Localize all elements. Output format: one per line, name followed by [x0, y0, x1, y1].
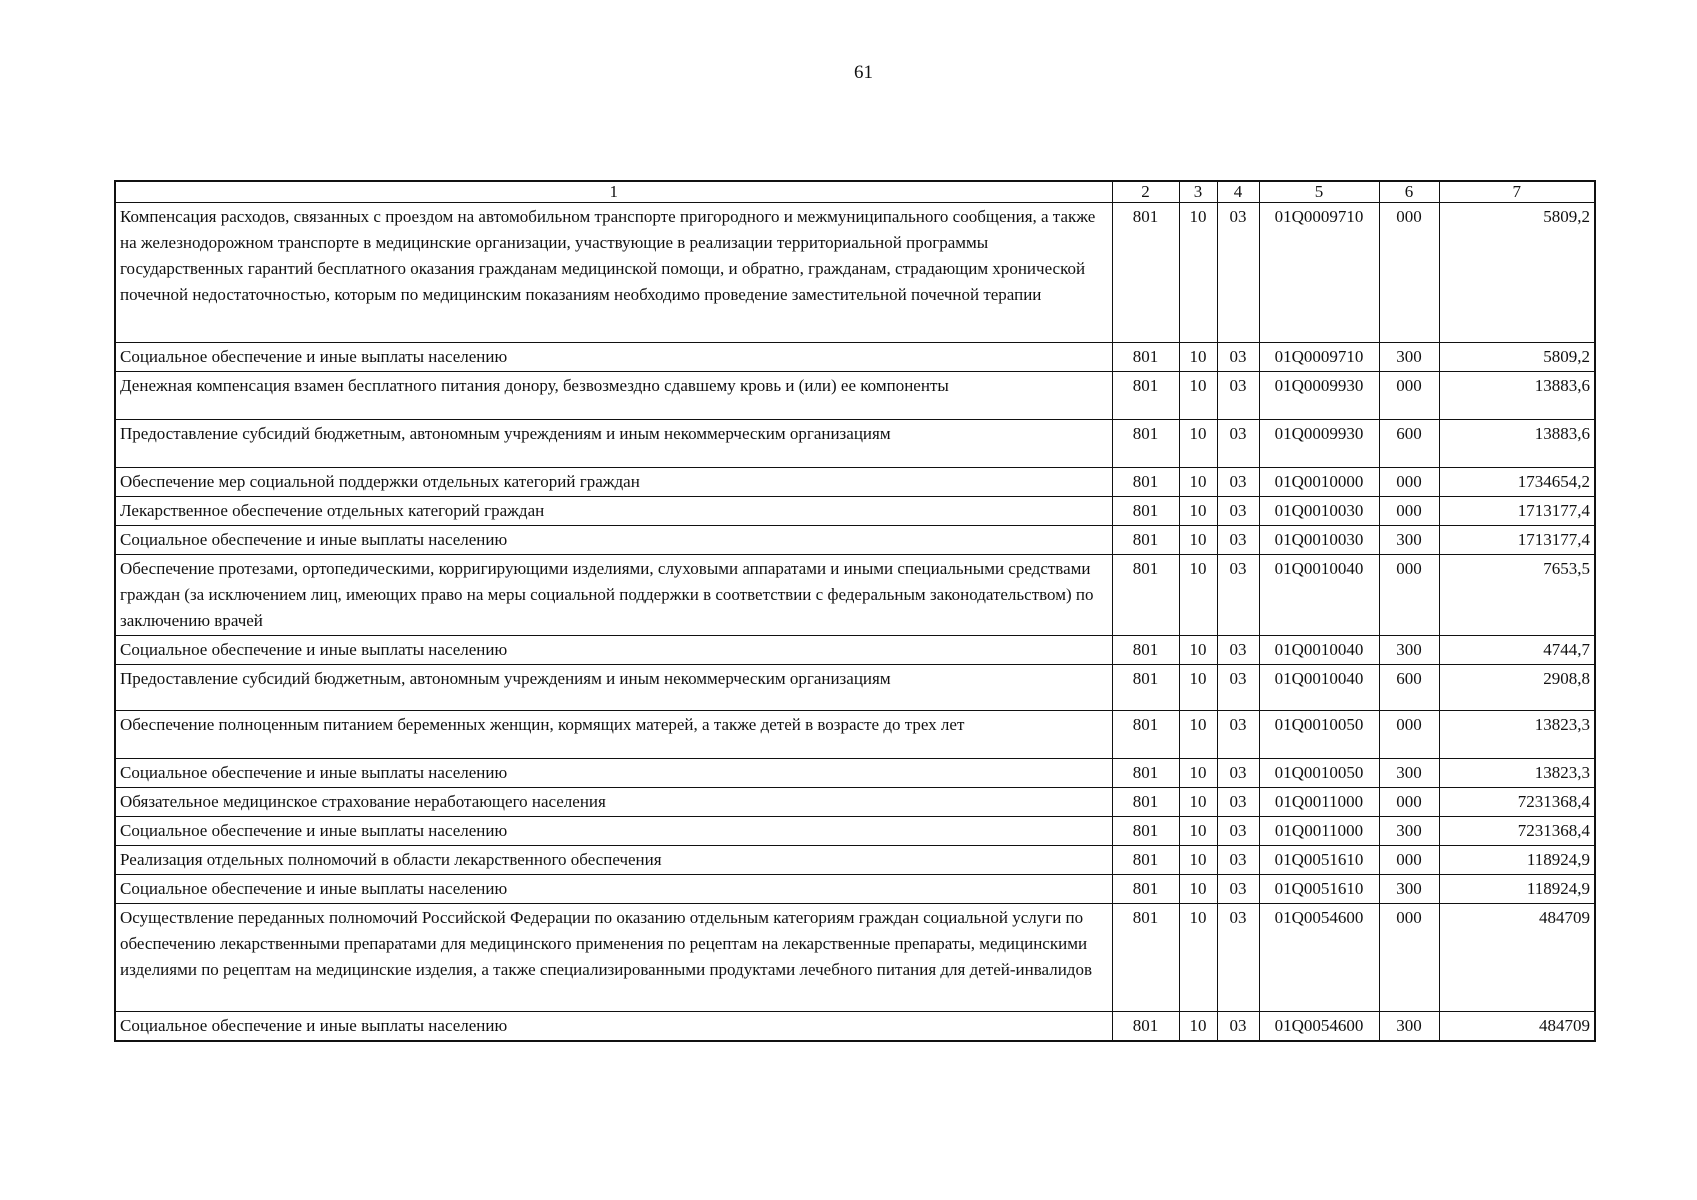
- row-code-3: 10: [1179, 788, 1217, 817]
- row-code-2: 801: [1112, 203, 1179, 343]
- row-code-4: 03: [1217, 555, 1259, 636]
- row-code-5: 01Q0009710: [1259, 343, 1379, 372]
- row-code-6: 300: [1379, 636, 1439, 665]
- row-code-2: 801: [1112, 904, 1179, 1012]
- row-code-5: 01Q0010030: [1259, 497, 1379, 526]
- row-code-2: 801: [1112, 846, 1179, 875]
- col-header-3: 3: [1179, 181, 1217, 203]
- row-code-6: 000: [1379, 846, 1439, 875]
- row-code-5: 01Q0054600: [1259, 1012, 1379, 1042]
- row-name: Социальное обеспечение и иные выплаты населению: [115, 817, 1112, 846]
- row-code-5: 01Q0054600: [1259, 904, 1379, 1012]
- row-code-2: 801: [1112, 875, 1179, 904]
- row-name: Социальное обеспечение и иные выплаты населению: [115, 759, 1112, 788]
- row-code-5: 01Q0051610: [1259, 846, 1379, 875]
- row-code-2: 801: [1112, 759, 1179, 788]
- row-code-2: 801: [1112, 1012, 1179, 1042]
- row-code-6: 000: [1379, 555, 1439, 636]
- row-code-6: 000: [1379, 711, 1439, 759]
- table-row: [115, 665, 1595, 711]
- row-code-3: 10: [1179, 203, 1217, 343]
- row-code-3: 10: [1179, 372, 1217, 420]
- row-code-3: 10: [1179, 497, 1217, 526]
- col-header-4: 4: [1217, 181, 1259, 203]
- row-code-6: 000: [1379, 203, 1439, 343]
- row-code-5: 01Q0009710: [1259, 203, 1379, 343]
- row-code-4: 03: [1217, 636, 1259, 665]
- row-code-6: 300: [1379, 1012, 1439, 1042]
- row-code-2: 801: [1112, 665, 1179, 711]
- table-row: [115, 1012, 1595, 1042]
- row-name: Социальное обеспечение и иные выплаты населению: [115, 343, 1112, 372]
- row-code-2: 801: [1112, 817, 1179, 846]
- row-amount: 2908,8: [1439, 665, 1595, 711]
- row-code-3: 10: [1179, 875, 1217, 904]
- row-code-6: 000: [1379, 372, 1439, 420]
- col-header-7: 7: [1439, 181, 1595, 203]
- row-code-2: 801: [1112, 788, 1179, 817]
- row-name: Обязательное медицинское страхование неработающего населения: [115, 788, 1112, 817]
- row-code-3: 10: [1179, 665, 1217, 711]
- row-code-3: 10: [1179, 846, 1217, 875]
- row-code-4: 03: [1217, 420, 1259, 468]
- row-code-4: 03: [1217, 526, 1259, 555]
- row-name: Реализация отдельных полномочий в области лекарственного обеспечения: [115, 846, 1112, 875]
- row-code-4: 03: [1217, 846, 1259, 875]
- table-row: [115, 420, 1595, 468]
- row-amount: 13883,6: [1439, 420, 1595, 468]
- row-code-3: 10: [1179, 468, 1217, 497]
- row-name: Социальное обеспечение и иные выплаты населению: [115, 875, 1112, 904]
- row-code-4: 03: [1217, 343, 1259, 372]
- row-code-4: 03: [1217, 759, 1259, 788]
- row-code-2: 801: [1112, 555, 1179, 636]
- row-code-5: 01Q0010050: [1259, 759, 1379, 788]
- table-row: [115, 555, 1595, 636]
- table-row: [115, 904, 1595, 1012]
- row-code-4: 03: [1217, 665, 1259, 711]
- row-code-5: 01Q0051610: [1259, 875, 1379, 904]
- row-code-3: 10: [1179, 759, 1217, 788]
- row-amount: 118924,9: [1439, 846, 1595, 875]
- col-header-6: 6: [1379, 181, 1439, 203]
- row-code-2: 801: [1112, 468, 1179, 497]
- row-amount: 7231368,4: [1439, 788, 1595, 817]
- row-amount: 13823,3: [1439, 711, 1595, 759]
- row-code-4: 03: [1217, 1012, 1259, 1042]
- table-row: [115, 817, 1595, 846]
- row-code-2: 801: [1112, 343, 1179, 372]
- row-name: Лекарственное обеспечение отдельных категорий граждан: [115, 497, 1112, 526]
- row-code-2: 801: [1112, 636, 1179, 665]
- row-code-4: 03: [1217, 817, 1259, 846]
- table-row: [115, 636, 1595, 665]
- row-code-3: 10: [1179, 711, 1217, 759]
- col-header-5: 5: [1259, 181, 1379, 203]
- budget-table: [114, 180, 1596, 1042]
- row-name: Обеспечение протезами, ортопедическими, корригирующими изделиями, слуховыми аппаратами и иными специальными средствами граждан (за исключением лиц, имеющих право на меры социальной поддержки в соответствии с федеральным законодательством) по заключению врачей: [115, 555, 1112, 636]
- table-row: [115, 372, 1595, 420]
- row-code-4: 03: [1217, 904, 1259, 1012]
- row-code-6: 300: [1379, 817, 1439, 846]
- row-amount: 4744,7: [1439, 636, 1595, 665]
- row-code-4: 03: [1217, 497, 1259, 526]
- row-code-6: 000: [1379, 904, 1439, 1012]
- col-header-1: 1: [115, 181, 1112, 203]
- row-code-3: 10: [1179, 1012, 1217, 1042]
- row-code-5: 01Q0010000: [1259, 468, 1379, 497]
- row-code-2: 801: [1112, 420, 1179, 468]
- table-row: [115, 497, 1595, 526]
- row-amount: 13883,6: [1439, 372, 1595, 420]
- row-code-6: 000: [1379, 497, 1439, 526]
- row-name: Социальное обеспечение и иные выплаты населению: [115, 636, 1112, 665]
- table-row: [115, 526, 1595, 555]
- row-code-6: 600: [1379, 420, 1439, 468]
- table-row: [115, 788, 1595, 817]
- row-code-2: 801: [1112, 372, 1179, 420]
- row-code-3: 10: [1179, 817, 1217, 846]
- row-name: Обеспечение полноценным питанием беременных женщин, кормящих матерей, а также детей в возрасте до трех лет: [115, 711, 1112, 759]
- row-code-5: 01Q0011000: [1259, 817, 1379, 846]
- row-code-2: 801: [1112, 526, 1179, 555]
- row-code-5: 01Q0010040: [1259, 636, 1379, 665]
- row-amount: 7231368,4: [1439, 817, 1595, 846]
- header-row: [115, 181, 1595, 203]
- row-amount: 118924,9: [1439, 875, 1595, 904]
- row-code-3: 10: [1179, 526, 1217, 555]
- row-code-6: 300: [1379, 526, 1439, 555]
- row-code-6: 000: [1379, 468, 1439, 497]
- row-code-3: 10: [1179, 904, 1217, 1012]
- row-code-4: 03: [1217, 372, 1259, 420]
- row-code-6: 300: [1379, 875, 1439, 904]
- row-code-3: 10: [1179, 636, 1217, 665]
- row-code-5: 01Q0010040: [1259, 665, 1379, 711]
- row-code-5: 01Q0010030: [1259, 526, 1379, 555]
- row-name: Предоставление субсидий бюджетным, автономным учреждениям и иным некоммерческим организациям: [115, 665, 1112, 711]
- row-code-2: 801: [1112, 497, 1179, 526]
- row-amount: 7653,5: [1439, 555, 1595, 636]
- row-amount: 5809,2: [1439, 343, 1595, 372]
- table-row: [115, 203, 1595, 343]
- row-name: Социальное обеспечение и иные выплаты населению: [115, 1012, 1112, 1042]
- row-amount: 484709: [1439, 1012, 1595, 1042]
- row-code-4: 03: [1217, 711, 1259, 759]
- row-code-5: 01Q0011000: [1259, 788, 1379, 817]
- row-code-6: 600: [1379, 665, 1439, 711]
- row-code-5: 01Q0010040: [1259, 555, 1379, 636]
- row-code-3: 10: [1179, 420, 1217, 468]
- row-name: Обеспечение мер социальной поддержки отдельных категорий граждан: [115, 468, 1112, 497]
- row-amount: 1713177,4: [1439, 497, 1595, 526]
- table-row: [115, 343, 1595, 372]
- row-amount: 1734654,2: [1439, 468, 1595, 497]
- row-code-2: 801: [1112, 711, 1179, 759]
- row-code-5: 01Q0009930: [1259, 420, 1379, 468]
- table-row: [115, 875, 1595, 904]
- row-amount: 5809,2: [1439, 203, 1595, 343]
- row-code-3: 10: [1179, 555, 1217, 636]
- row-name: Компенсация расходов, связанных с проездом на автомобильном транспорте пригородного и межмуниципального сообщения, а также на железнодорожном транспорте в медицинские организации, участвующие в реализации территориальной программы государственных гарантий бесплатного оказания гражданам медицинской помощи, и обратно, гражданам, страдающим хронической почечной недостаточностью, которым по медицинским показаниям необходимо проведение заместительной почечной терапии: [115, 203, 1112, 343]
- row-code-3: 10: [1179, 343, 1217, 372]
- row-name: Осуществление переданных полномочий Российской Федерации по оказанию отдельным категориям граждан социальной услуги по обеспечению лекарственными препаратами для медицинского применения по рецептам на лекарственные препараты, медицинскими изделиями по рецептам на медицинские изделия, а также специализированными продуктами лечебного питания для детей-инвалидов: [115, 904, 1112, 1012]
- table-row: [115, 711, 1595, 759]
- row-code-5: 01Q0010050: [1259, 711, 1379, 759]
- row-name: Предоставление субсидий бюджетным, автономным учреждениям и иным некоммерческим организациям: [115, 420, 1112, 468]
- row-code-6: 300: [1379, 343, 1439, 372]
- row-amount: 1713177,4: [1439, 526, 1595, 555]
- row-code-4: 03: [1217, 468, 1259, 497]
- row-code-6: 300: [1379, 759, 1439, 788]
- table-row: [115, 759, 1595, 788]
- table-row: [115, 846, 1595, 875]
- row-name: Социальное обеспечение и иные выплаты населению: [115, 526, 1112, 555]
- row-code-6: 000: [1379, 788, 1439, 817]
- page-number: 61: [854, 62, 873, 83]
- row-code-4: 03: [1217, 875, 1259, 904]
- row-code-4: 03: [1217, 203, 1259, 343]
- col-header-2: 2: [1112, 181, 1179, 203]
- row-amount: 13823,3: [1439, 759, 1595, 788]
- table-row: [115, 468, 1595, 497]
- row-name: Денежная компенсация взамен бесплатного питания донору, безвозмездно сдавшему кровь и (или) ее компоненты: [115, 372, 1112, 420]
- row-code-4: 03: [1217, 788, 1259, 817]
- row-code-5: 01Q0009930: [1259, 372, 1379, 420]
- row-amount: 484709: [1439, 904, 1595, 1012]
